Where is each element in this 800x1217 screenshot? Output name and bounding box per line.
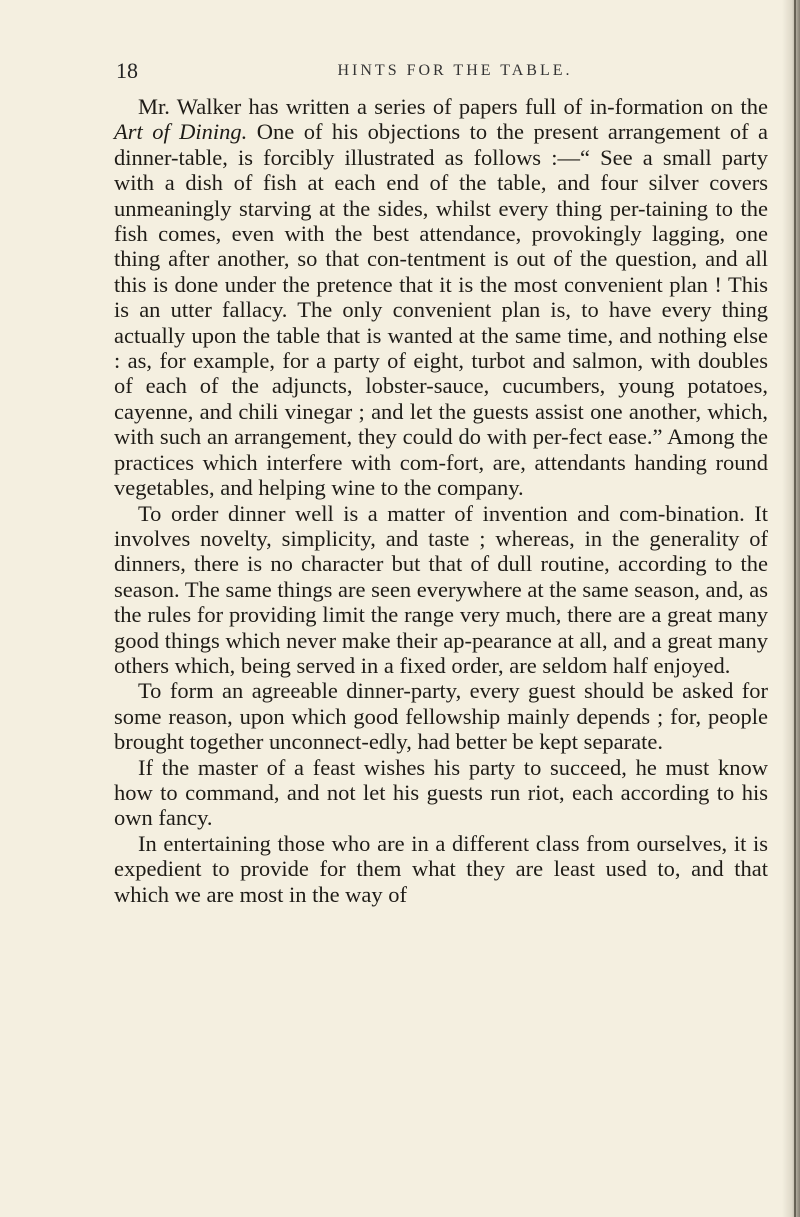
paragraph-walker-quote (114, 94, 768, 501)
page-header (110, 58, 770, 86)
running-head: HINTS FOR THE TABLE. (337, 62, 573, 79)
paragraph-master-of-feast: If the master of a feast wishes his party to succeed, he must know how to command, and not let his guests run riot, each according to his own fancy. (114, 754, 768, 831)
paragraph-text-start: Mr. Walker has written a series of papers full of in-formation on the (138, 94, 768, 119)
body-text (114, 94, 768, 907)
page-number: 18 (116, 58, 138, 83)
paragraph-ordering-dinner: To order dinner well is a matter of invention and com-bination. It involves novelty, simplicity, and taste ; whereas, in the generality of dinners, there is no character but that of dull routine, according to the season. The same things are seen everywhere at the same season, and, as the rules for providing limit the range very much, there are a great many good things which never make their ap-pearance at all, and a great many others which, being served in a fixed order, are seldom half enjoyed. (114, 500, 768, 678)
page-edge-line (794, 0, 796, 1217)
book-title: Art of Dining. (114, 119, 248, 145)
page-edge-shadow (782, 0, 800, 1217)
paragraph-entertaining: In entertaining those who are in a different class from ourselves, it is expedient to provide for them what they are least used to, and that which we are most in the way of (114, 830, 768, 907)
paragraph-dinner-party: To form an agreeable dinner-party, every guest should be asked for some reason, upon which good fellowship mainly depends ; for, people brought together unconnect-edly, had better be kept separate. (114, 678, 768, 755)
paragraph-text-rest: One of his objections to the present arrangement of a dinner-table, is forcibly illustrated as follows :—“ See a small party with a dish of fish at each end of the table, and four silver covers unmeaningly starving at the sides, whilst every thing per-taining to the fish comes, even with the best attendance, provokingly lagging, one thing after another, so that con-tentment is out of the question, and all this is done under the pretence that it is the most convenient plan ! This is an utter fallacy. The only convenient plan is, to have every thing actually upon the table that is wanted at the same time, and nothing else : as, for example, for a party of eight, turbot and salmon, with doubles of each of the adjuncts, lobster-sauce, cucumbers, young potatoes, cayenne, and chili vinegar ; and let the guests assist one another, which, with such an arrangement, they could do with per-fect ease.” Among the practices which interfere with com-fort, are, attendants handing round vegetables, and helping wine to the company. (114, 119, 769, 501)
